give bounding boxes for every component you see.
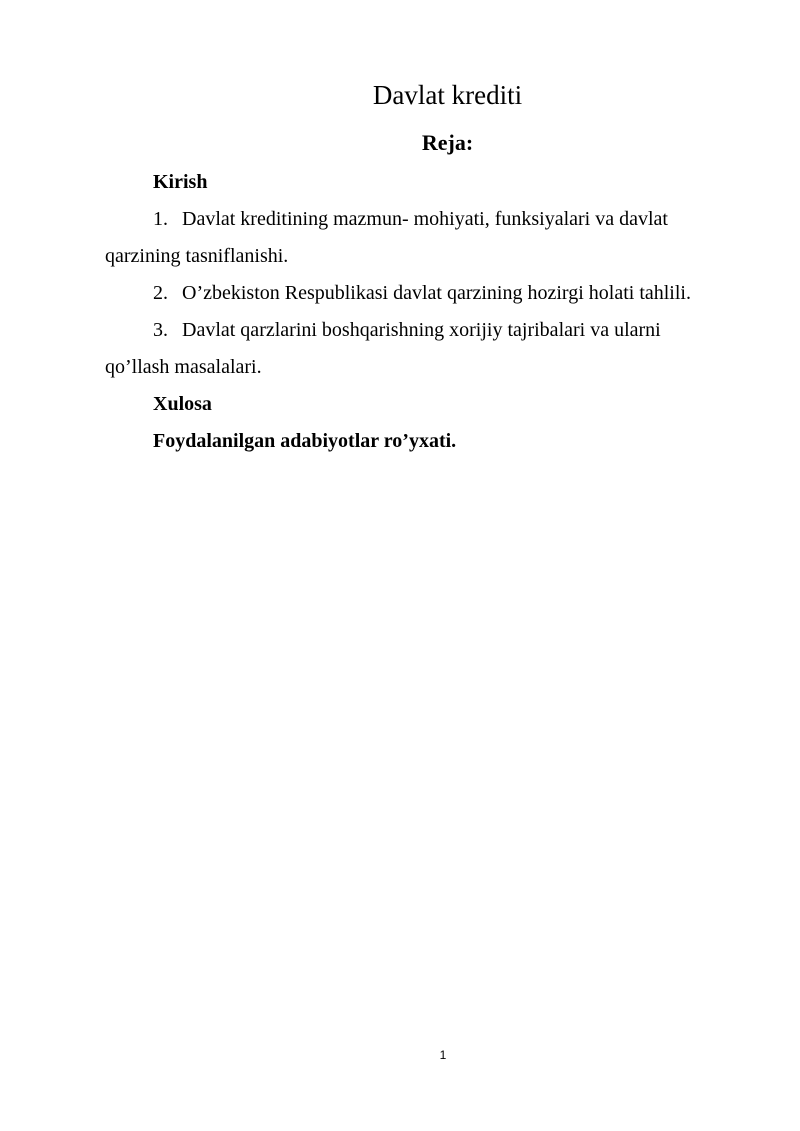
page-number: 1: [439, 1048, 447, 1062]
list-item-number: 3.: [153, 319, 168, 341]
intro-label: Kirish: [153, 171, 208, 193]
references-label: Foydalanilgan adabiyotlar ro’yxati.: [153, 430, 457, 452]
list-item-text: O’zbekiston Respublikasi davlat qarzining hozirgi holati tahlili.: [182, 282, 691, 304]
plan-heading: Reja:: [421, 130, 474, 155]
list-item-2: [105, 275, 735, 312]
conclusion-label: Xulosa: [153, 393, 212, 415]
list-item-3: [105, 312, 735, 349]
list-item-number: 1.: [153, 208, 168, 230]
list-item-3-continuation: qo’llash masalalari.: [105, 356, 262, 378]
document-title: Davlat krediti: [372, 80, 523, 110]
list-item-text: Davlat qarzlarini boshqarishning xorijiy tajribalari va ularni: [182, 319, 661, 341]
list-item-number: 2.: [153, 282, 168, 304]
list-item-1: [105, 201, 735, 238]
list-item-1-continuation: qarzining tasniflanishi.: [105, 245, 289, 267]
list-item-text: Davlat kreditining mazmun- mohiyati, funksiyalari va davlat: [182, 208, 668, 230]
plan-list: [105, 164, 735, 460]
